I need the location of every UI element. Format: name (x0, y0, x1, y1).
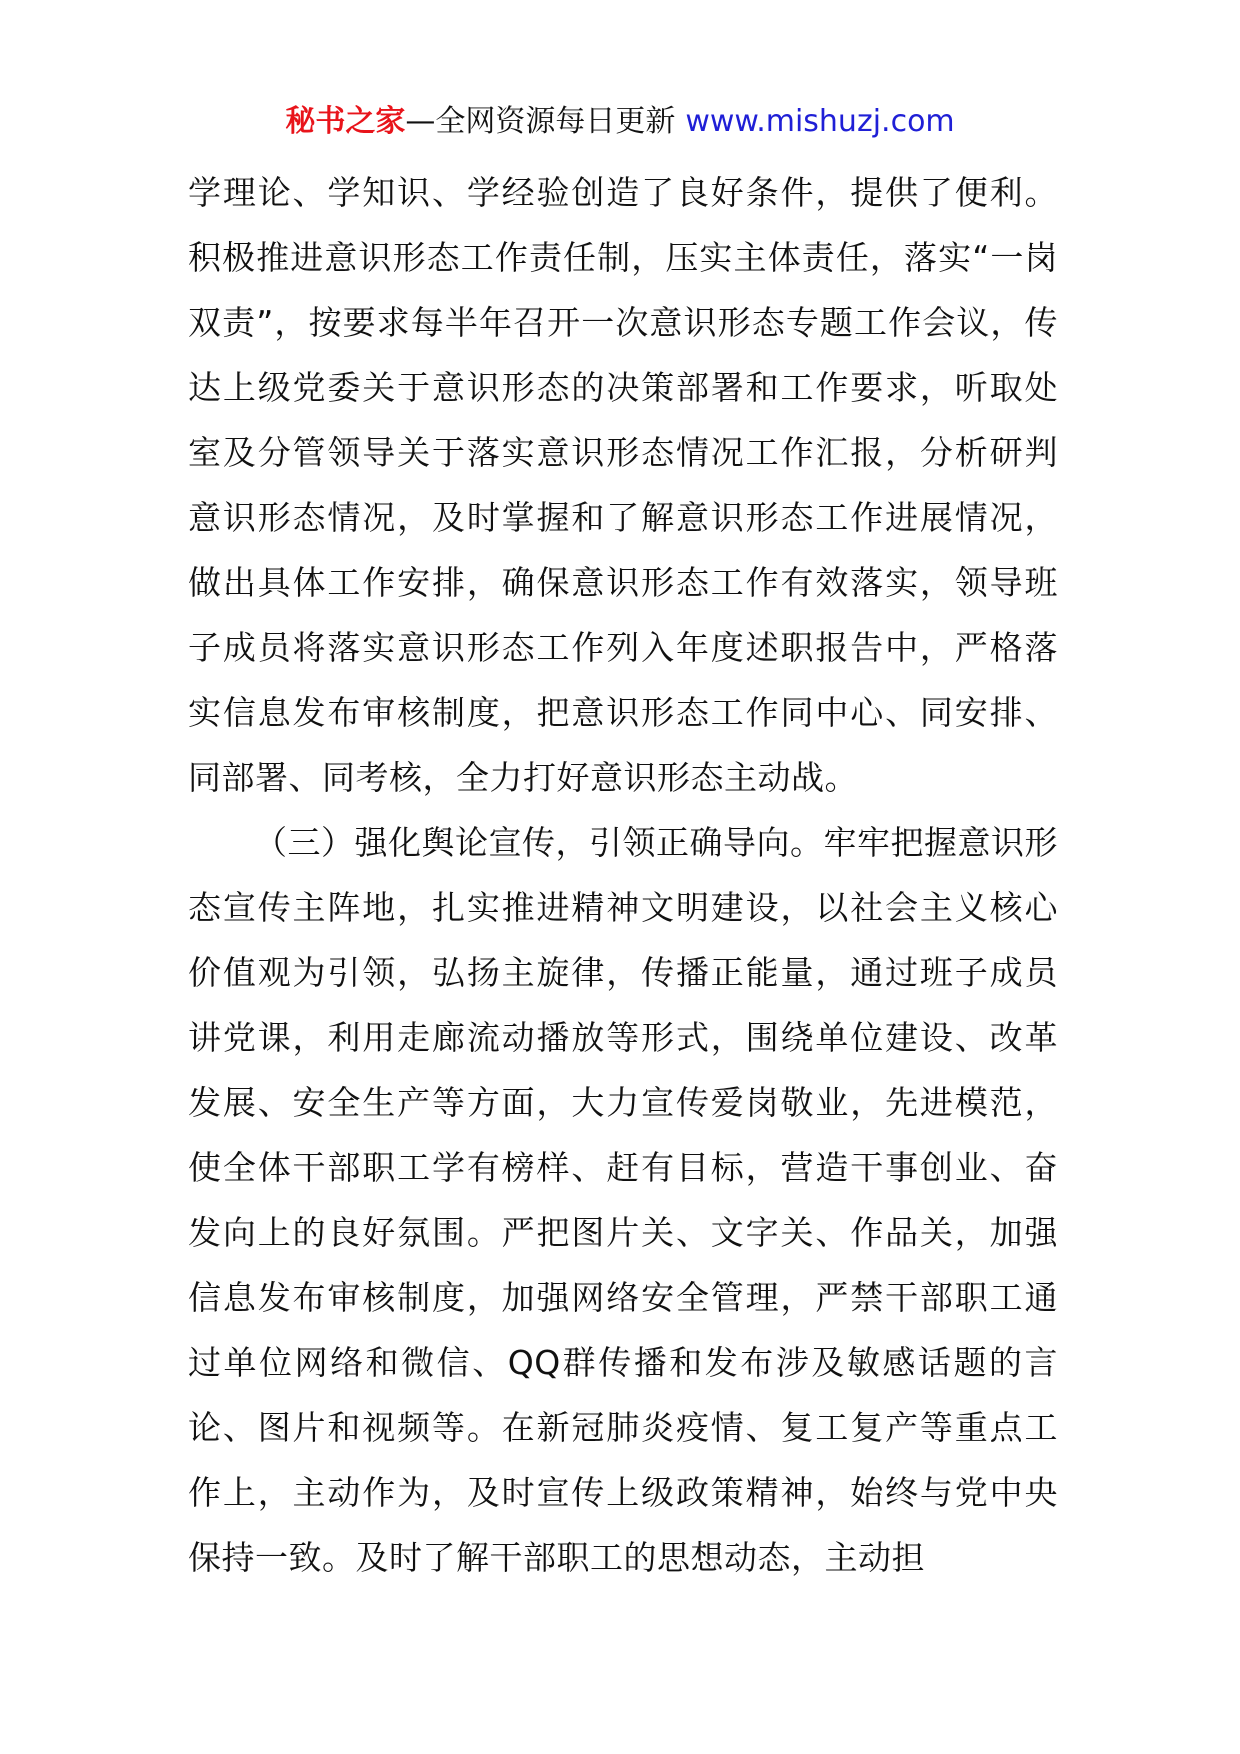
document-body (188, 160, 1058, 1590)
header-slogan: —全网资源每日更新 (405, 104, 676, 139)
page-header (0, 100, 1240, 144)
header-brand: 秘书之家 (285, 104, 406, 139)
header-url-link[interactable]: www.mishuzj.com (685, 104, 955, 139)
body-paragraph: 学理论、学知识、学经验创造了良好条件，提供了便利。积极推进意识形态工作责任制，压实主体责任，落实“一岗双责”，按要求每半年召开一次意识形态专题工作会议，传达上级党委关于意识形态的决策部署和工作要求，听取处室及分管领导关于落实意识形态情况工作汇报，分析研判意识形态情况，及时掌握和了解意识形态工作进展情况，做出具体工作安排，确保意识形态工作有效落实，领导班子成员将落实意识形态工作列入年度述职报告中，严格落实信息发布审核制度，把意识形态工作同中心、同安排、同部署、同考核，全力打好意识形态主动战。 (188, 173, 1058, 797)
body-paragraph: （三）强化舆论宣传，引领正确导向。牢牢把握意识形态宣传主阵地，扎实推进精神文明建设，以社会主义核心价值观为引领，弘扬主旋律，传播正能量，通过班子成员讲党课，利用走廊流动播放等形式，围绕单位建设、改革发展、安全生产等方面，大力宣传爱岗敬业，先进模范，使全体干部职工学有榜样、赶有目标，营造干事创业、奋发向上的良好氛围。严把图片关、文字关、作品关，加强信息发布审核制度，加强网络安全管理，严禁干部职工通过单位网络和微信、QQ群传播和发布涉及敏感话题的言论、图片和视频等。在新冠肺炎疫情、复工复产等重点工作上，主动作为，及时宣传上级政策精神，始终与党中央保持一致。及时了解干部职工的思想动态，主动担 (188, 823, 1058, 1577)
